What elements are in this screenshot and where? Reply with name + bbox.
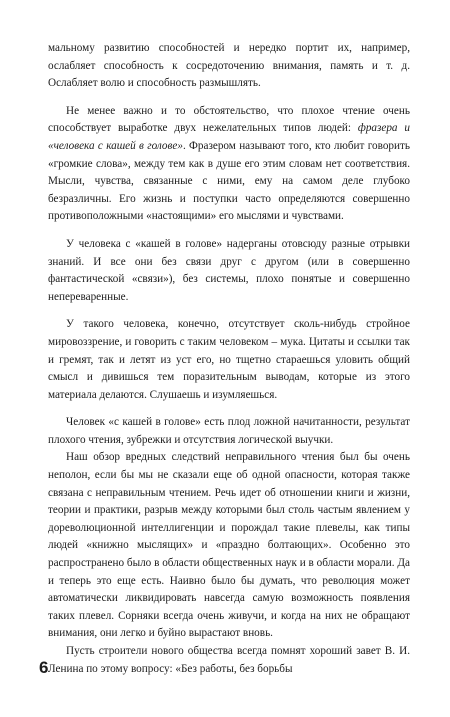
paragraph-kasha: У человека с «кашей в голове» надерганы отовсюду разные отрывки знаний. И все они без связи друг с другом (или в совершенно фантастической «связи»), без системы, плохо понятые и совершенно непереваренные. [48, 237, 410, 303]
paragraph-gap [48, 93, 410, 103]
paragraph-worldview: У такого человека, конечно, отсутствует сколь-нибудь стройное мировоззрение, и говорить с таким человеком – мука. Цитаты и ссылки так и гремят, так и летят из уст его, но тщетно стараешься уловить общий смысл и дивишься тем поразительным выводам, которые из этого материала делаются. Слушаешь и изумляешься. [48, 318, 410, 401]
page-number: 6 [39, 658, 49, 677]
paragraph-continuation: мальному развитию способностей и нередко портит их, например, ослабляет способность к сосредоточению внимания, память и т. д. Ослабляет волю и способность размышлять. [48, 42, 410, 90]
paragraph-two-types [48, 103, 410, 226]
paragraph-lenin: Пусть строители нового общества всегда помнят хороший завет В. И. Ленина по этому вопросу: «Без работы, без борьбы [48, 645, 410, 675]
paragraph-false-erudition: Человек «с кашей в голове» есть плод ложной начитанности, результат плохого чтения, зубрежки и отсутствия логической выучки. [48, 416, 410, 446]
paragraph-two-types-emphasis: фразера и «человека с кашей в голове» [48, 122, 410, 152]
paragraph-gap [48, 404, 410, 414]
paragraph-gap [48, 226, 410, 236]
paragraph-two-types-rest: . Фразером называют того, кто любит говорить «громкие слова», между тем как в душе его этим словам нет соответствия. Мысли, чувства, связанные с ними, ему на самом деле глубоко безразличны. Его жизнь и поступки часто определяются совершенно противоположными «настоящими» его мыслями и чувствами. [48, 139, 410, 223]
page-body-text [48, 40, 410, 678]
paragraph-gap [48, 306, 410, 316]
paragraph-two-types-lead: Не менее важно и то обстоятельство, что плохое чтение очень способствует выработке двух нежелательных типов людей: [48, 104, 410, 135]
paragraph-review: Наш обзор вредных следствий неправильного чтения был бы очень неполон, если бы мы не сказали еще об одной опасности, которая также связана с неправильным чтением. Речь идет об отношении книги и жизни, теории и практики, разрыв между которыми был столь частым явлением у дореволюционной интеллигенции и порождал такие плевелы, как типы людей «книжно мыслящих» и «праздно болтающих». Особенно это распространено было в области общественных наук и в области морали. Да и теперь это еще есть. Наивно было бы думать, что революция может автоматически ликвидировать навсегда самую возможность появления таких плевел. Сорняки всегда очень живучи, и когда на них не обращают внимания, они легко и буйно вырастают вновь. [48, 451, 410, 640]
